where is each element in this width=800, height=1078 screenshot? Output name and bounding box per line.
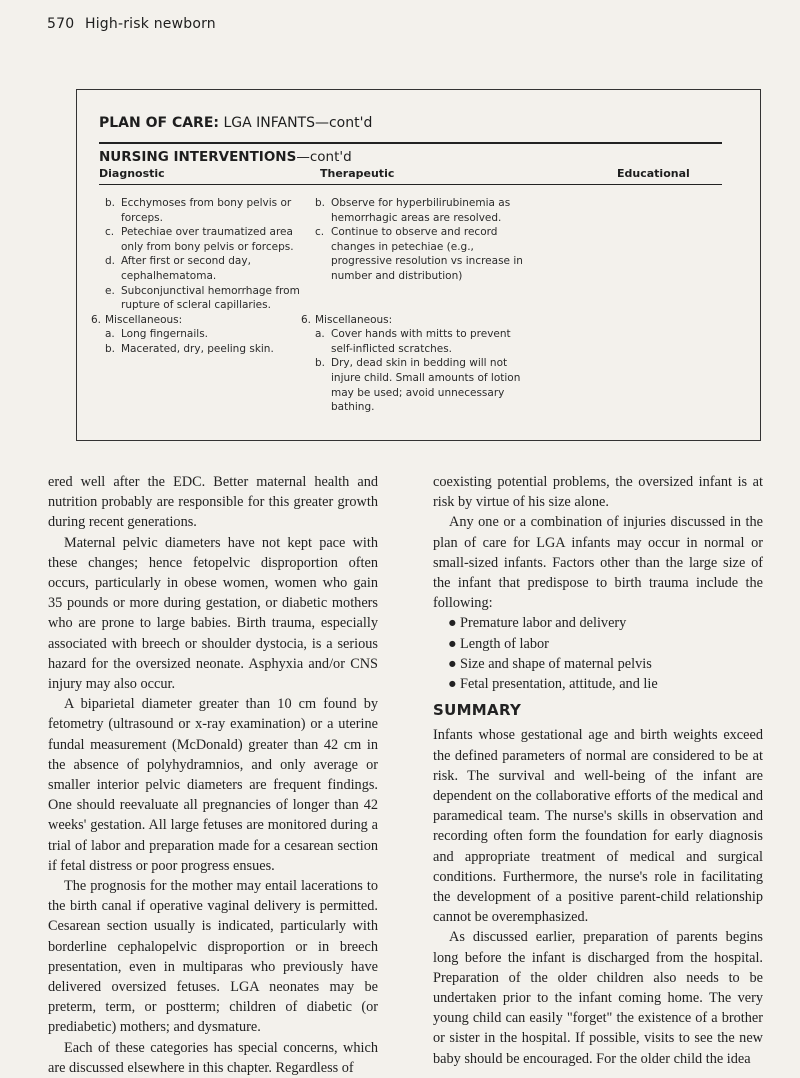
factor-list	[433, 613, 763, 694]
diagnostic-column	[91, 196, 311, 357]
therapeutic-item	[315, 196, 533, 225]
paragraph: ered well after the EDC. Better maternal health and nutrition probably are responsible for this greater growth during recent generations.	[48, 474, 378, 531]
plan-title-rest: LGA INFANTS—cont'd	[223, 115, 373, 131]
item-label: b.	[105, 342, 116, 355]
group-label: 6.	[301, 313, 312, 326]
therapeutic-item	[315, 327, 533, 356]
paragraph: The prognosis for the mother may entail lacerations to the birth canal if operative vaginal delivery is permitted. Cesarean section usually is indicated, particularly with borderline cephalopelvic disproportion or in breech presentation, even in multiparas who previously have delivered oversized fetuses. LGA neonates may be preterm, term, or postterm; children of diabetic (or prediabetic) mothers; and dysmature.	[48, 878, 378, 1036]
bullet-icon: ●	[448, 615, 457, 632]
list-item	[433, 654, 763, 674]
page-number: 570	[47, 16, 75, 32]
section-title-bold: NURSING INTERVENTIONS	[99, 149, 297, 165]
plan-of-care-box	[76, 89, 761, 441]
list-item	[433, 634, 763, 654]
plan-title-bold: PLAN OF CARE:	[99, 115, 219, 131]
bullet-icon: ●	[448, 676, 457, 693]
therapeutic-column	[301, 196, 533, 415]
section-title	[99, 149, 352, 165]
paragraph: Any one or a combination of injuries discussed in the plan of care for LGA infants may occur in normal or small-sized infants. Factors other than the large size of the infant that predispose to birth trauma include the following:	[433, 514, 763, 612]
group-title: Miscellaneous:	[105, 313, 183, 326]
item-text: Dry, dead skin in bedding will not injure child. Small amounts of lotion may be used; avoid unnecessary bathing.	[331, 357, 521, 414]
paragraph: Each of these categories has special concerns, which are discussed elsewhere in this chapter. Regardless of	[48, 1039, 378, 1076]
paragraph: Maternal pelvic diameters have not kept pace with these changes; hence fetopelvic disproportion often occurs, particularly in obese women, women who gain 35 pounds or more during gestation, or diabetic mothers who are prone to large babies. Birth trauma, especially associated with breech or shoulder dystocia, is a serious hazard for the oversized neonate. Asphyxia and/or CNS injury may also occur.	[48, 534, 378, 693]
item-text: After first or second day, cephalhematoma.	[121, 255, 251, 282]
diagnostic-item	[105, 327, 311, 342]
diagnostic-item	[105, 254, 311, 283]
running-header	[47, 16, 216, 32]
item-label: a.	[315, 328, 325, 341]
item-label: c.	[315, 226, 325, 239]
item-label: a.	[105, 328, 115, 341]
therapeutic-item	[315, 225, 533, 283]
item-text: Continue to observe and record changes in petechiae (e.g., progressive resolution vs increase in number and distribution)	[331, 226, 523, 282]
item-text: Ecchymoses from bony pelvis or forceps.	[121, 197, 292, 224]
item-text: Petechiae over traumatized area only from bony pelvis or forceps.	[121, 226, 294, 253]
list-item-text: Premature labor and delivery	[460, 615, 627, 632]
diagnostic-group-6	[91, 313, 311, 328]
item-label: e.	[105, 284, 115, 297]
diagnostic-item	[105, 284, 311, 313]
item-text: Observe for hyperbilirubinemia as hemorrhagic areas are resolved.	[331, 197, 511, 224]
item-label: d.	[105, 255, 116, 268]
header-rule	[99, 184, 722, 185]
list-item-text: Length of labor	[460, 635, 549, 652]
col-head-educational: Educational	[617, 167, 690, 180]
paragraph: A biparietal diameter greater than 10 cm found by fetometry (ultrasound or x-ray examination) or a uterine fundal measurement (McDonald) greater than 42 cm in the absence of polyhydramnios, and only average or smaller interior pelvic diameters are frequent findings. One should reevaluate all pregnancies of longer than 42 weeks' gestation. All large fetuses are monitored during a trial of labor and preparation made for a cesarean section if fetal distress or poor progress ensues.	[48, 696, 378, 874]
item-text: Long fingernails.	[121, 328, 209, 341]
body-right-column	[433, 472, 763, 1069]
section-title-rest: —cont'd	[296, 149, 352, 165]
therapeutic-group-6	[301, 313, 533, 328]
diagnostic-item	[105, 196, 311, 225]
plan-title	[99, 115, 372, 131]
list-item-text: Fetal presentation, attitude, and lie	[460, 676, 658, 693]
list-item	[433, 674, 763, 694]
list-item-text: Size and shape of maternal pelvis	[460, 655, 652, 672]
item-label: b.	[105, 197, 116, 209]
item-label: b.	[315, 357, 326, 370]
item-label: b.	[315, 197, 326, 209]
col-head-diagnostic: Diagnostic	[99, 167, 165, 180]
summary-heading: SUMMARY	[433, 701, 522, 720]
list-item	[433, 613, 763, 633]
col-head-therapeutic: Therapeutic	[320, 167, 395, 180]
group-title: Miscellaneous:	[315, 313, 393, 326]
group-label: 6.	[91, 313, 102, 326]
paragraph: coexisting potential problems, the oversized infant is at risk by virtue of his size alone.	[433, 474, 763, 511]
item-text: Subconjunctival hemorrhage from rupture of scleral capillaries.	[121, 284, 300, 312]
bullet-icon: ●	[448, 635, 457, 652]
item-text: Cover hands with mitts to prevent self-inflicted scratches.	[331, 328, 511, 355]
spacer	[315, 284, 533, 313]
paragraph: Infants whose gestational age and birth weights exceed the defined parameters of normal are considered to be at risk. The survival and well-being of the infant are dependent on the collaborative efforts of the medical and paramedical team. The nurse's skills in observation and recording often form the foundation for early diagnosis and appropriate treatment of medical and surgical conditions. Furthermore, the nurse's role in facilitating the development of a positive parent-child relationship cannot be overemphasized.	[433, 727, 763, 926]
paragraph: As discussed earlier, preparation of parents begins long before the infant is discharged from the hospital. Preparation of the older children also needs to be undertaken prior to the infant coming home. The very young child can easily "forget" the existence of a brother or sister in the hospital. If possible, visits to see the new baby should be encouraged. For the older child the idea	[433, 929, 763, 1067]
diagnostic-item	[105, 342, 311, 357]
diagnostic-item	[105, 225, 311, 254]
running-title: High-risk newborn	[84, 16, 216, 32]
therapeutic-item	[315, 356, 533, 414]
title-rule	[99, 142, 722, 144]
body-left-column	[48, 472, 378, 1078]
item-text: Macerated, dry, peeling skin.	[121, 342, 274, 355]
item-label: c.	[105, 226, 115, 239]
bullet-icon: ●	[448, 655, 457, 672]
